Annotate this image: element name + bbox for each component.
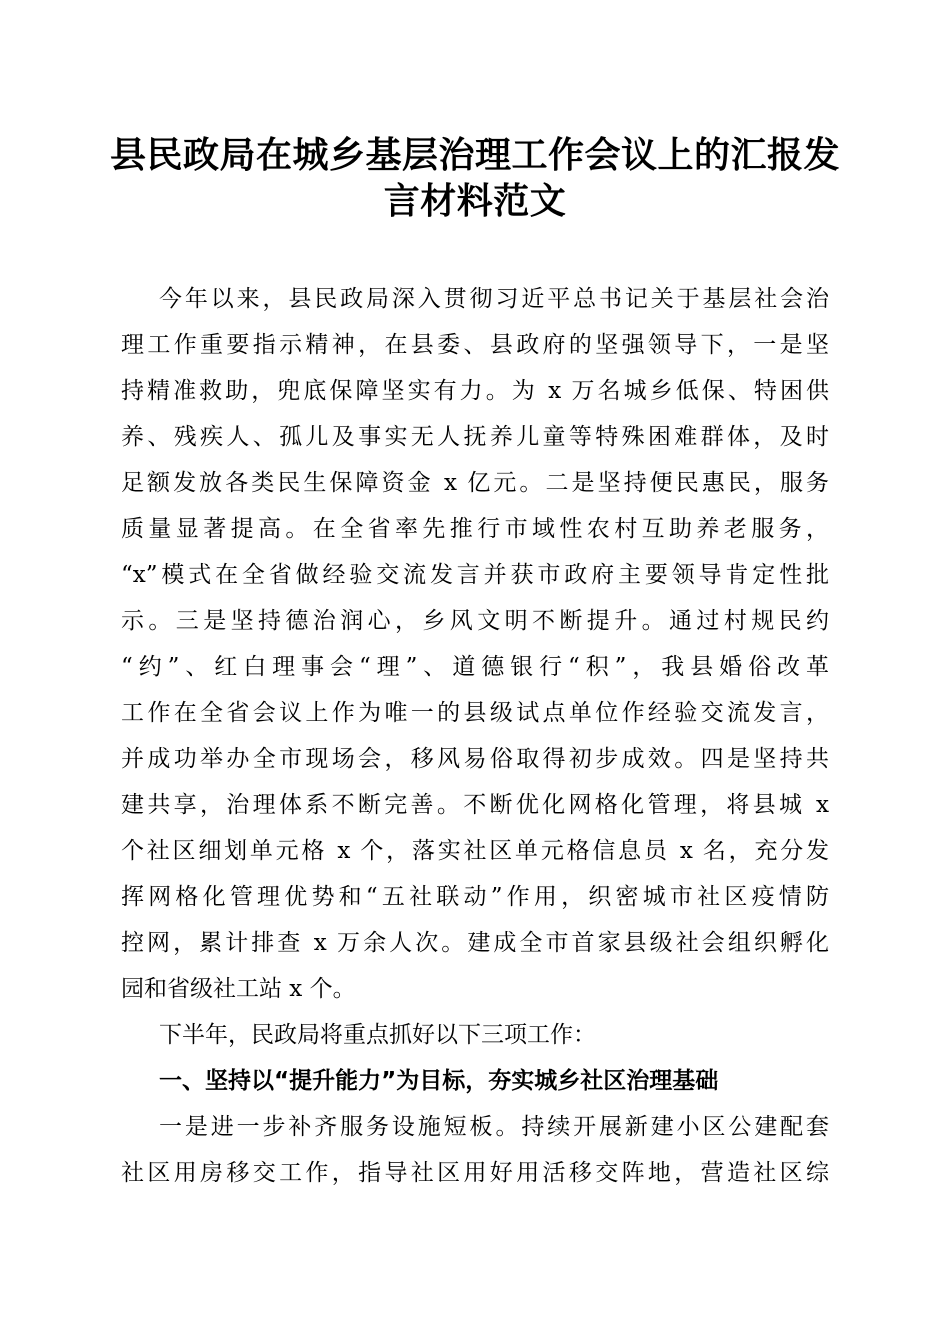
paragraph-line: 挥网格化管理优势和“五社联动”作用，织密城市社区疫情防 — [121, 884, 829, 910]
paragraph-line: 并成功举办全市现场会，移风易俗取得初步成效。四是坚持共 — [121, 746, 829, 772]
paragraph-line: 社区用房移交工作，指导社区用好用活移交阵地，营造社区综 — [121, 1160, 829, 1186]
paragraph-line: 理工作重要指示精神，在县委、县政府的坚强领导下，一是坚 — [121, 332, 829, 358]
paragraph-line: 控网，累计排查 x 万余人次。建成全市首家县级社会组织孵化 — [121, 930, 829, 956]
paragraph-line: 一是进一步补齐服务设施短板。持续开展新建小区公建配套 — [159, 1114, 829, 1140]
paragraph-line: “约”、红白理事会“理”、道德银行“积”，我县婚俗改革 — [121, 654, 829, 680]
paragraph-line: “x”模式在全省做经验交流发言并获市政府主要领导肯定性批 — [121, 562, 829, 588]
paragraph-line: 足额发放各类民生保障资金 x 亿元。二是坚持便民惠民，服务 — [121, 470, 829, 496]
paragraph-line: 养、残疾人、孤儿及事实无人抚养儿童等特殊困难群体，及时 — [121, 424, 829, 450]
title-line-1: 县民政局在城乡基层治理工作会议上的汇报发 — [109, 134, 840, 176]
paragraph-intro — [121, 276, 829, 1012]
title-line-2: 言材料范文 — [383, 180, 567, 222]
paragraph-line: 示。三是坚持德治润心，乡风文明不断提升。通过村规民约 — [121, 608, 829, 634]
paragraph-line: 工作在全省会议上作为唯一的县级试点单位作经验交流发言， — [121, 700, 829, 726]
document-body — [121, 276, 829, 1196]
section-heading-1: 一、坚持以“提升能力”为目标，夯实城乡社区治理基础 — [159, 1068, 719, 1094]
paragraph-line: 质量显著提高。在全省率先推行市域性农村互助养老服务， — [121, 516, 829, 542]
paragraph-line: 持精准救助，兜底保障坚实有力。为 x 万名城乡低保、特困供 — [121, 378, 829, 404]
paragraph-line: 园和省级社工站 x 个。 — [121, 976, 356, 1002]
paragraph-line: 个社区细划单元格 x 个，落实社区单元格信息员 x 名，充分发 — [121, 838, 829, 864]
paragraph-line: 建共享，治理体系不断完善。不断优化网格化管理，将县城 x — [121, 792, 829, 818]
paragraph-line: 今年以来，县民政局深入贯彻习近平总书记关于基层社会治 — [159, 286, 829, 312]
document-title — [100, 132, 850, 224]
paragraph-plan: 下半年，民政局将重点抓好以下三项工作： — [159, 1022, 596, 1048]
paragraph-section-1 — [121, 1104, 829, 1196]
